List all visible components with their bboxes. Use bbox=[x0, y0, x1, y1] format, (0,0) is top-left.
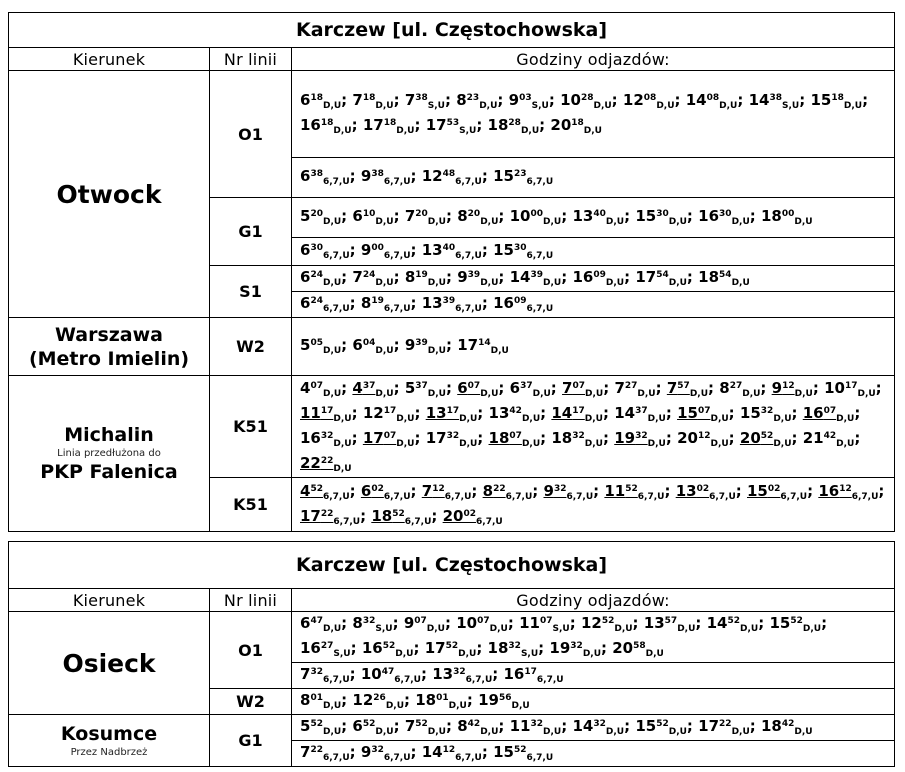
departure-time: $9^{00}_{6,7,U}$; bbox=[360, 241, 422, 261]
header-line: Nr linii bbox=[210, 48, 292, 71]
departure-time: $18^{32}_{D,U}$; bbox=[551, 428, 615, 449]
departure-time: $17^{22}_{D,U}$; bbox=[698, 717, 761, 737]
departure-time: $18^{42}_{D,U}$ bbox=[761, 717, 813, 737]
departure-time: $13^{17}_{D,U}$; bbox=[425, 403, 489, 424]
departure-time: $5^{52}_{D,U}$; bbox=[300, 717, 353, 737]
departure-time: $7^{57}_{D,U}$; bbox=[666, 378, 720, 399]
header-times: Godziny odjazdów: bbox=[292, 589, 895, 612]
times-cell bbox=[292, 689, 895, 715]
departure-time: $19^{32}_{D,U}$; bbox=[614, 428, 678, 449]
stop-title: Karczew [ul. Częstochowska] bbox=[9, 13, 895, 48]
departure-time: $5^{05}_{D,U}$; bbox=[300, 336, 353, 356]
departure-time: $4^{07}_{D,U}$; bbox=[300, 378, 353, 399]
departure-time: $10^{00}_{D,U}$; bbox=[509, 207, 573, 227]
departure-time: $12^{48}_{6,7,U}$; bbox=[421, 167, 494, 187]
departure-time: $18^{52}_{6,7,U}$; bbox=[371, 506, 443, 527]
departure-time: $16^{17}_{6,7,U}$ bbox=[503, 665, 564, 685]
departure-time: $19^{56}_{D,U}$ bbox=[478, 691, 530, 711]
direction-warszawa: Warszawa (Metro Imielin) bbox=[9, 318, 210, 376]
line-w2: W2 bbox=[210, 689, 292, 715]
line-o1: O1 bbox=[210, 71, 292, 198]
departure-time: $13^{39}_{6,7,U}$; bbox=[421, 294, 494, 314]
departure-time: $13^{42}_{D,U}$; bbox=[488, 403, 552, 424]
departure-time: $14^{32}_{D,U}$; bbox=[572, 717, 636, 737]
departure-time: $14^{17}_{D,U}$; bbox=[551, 403, 615, 424]
departure-time: $7^{52}_{D,U}$; bbox=[404, 717, 458, 737]
departure-time: $10^{28}_{D,U}$; bbox=[560, 91, 623, 111]
departure-time: $17^{52}_{D,U}$; bbox=[424, 639, 488, 659]
departure-time: $9^{07}_{D,U}$; bbox=[403, 614, 457, 634]
departure-time: $6^{18}_{D,U}$; bbox=[300, 91, 353, 111]
departure-time: $6^{24}_{6,7,U}$; bbox=[300, 294, 361, 314]
departure-time: $7^{32}_{6,7,U}$; bbox=[300, 665, 361, 685]
departure-time: $6^{04}_{D,U}$; bbox=[352, 336, 405, 356]
departure-time: $16^{09}_{6,7,U}$ bbox=[493, 294, 554, 314]
departure-time: $17^{32}_{D,U}$; bbox=[425, 428, 489, 449]
departure-time: $9^{32}_{6,7,U}$; bbox=[543, 481, 605, 502]
departure-time: $17^{53}_{S,U}$; bbox=[425, 116, 488, 136]
departure-time: $8^{19}_{D,U}$; bbox=[404, 268, 458, 288]
times-cell bbox=[292, 663, 895, 689]
times-cell bbox=[292, 292, 895, 318]
departure-time: $16^{07}_{D,U}$; bbox=[802, 403, 861, 424]
departure-time: $6^{24}_{D,U}$; bbox=[300, 268, 353, 288]
departure-time: $17^{22}_{6,7,U}$; bbox=[300, 506, 372, 527]
departure-time: $16^{18}_{D,U}$; bbox=[300, 116, 363, 136]
departure-time: $13^{57}_{D,U}$; bbox=[643, 614, 707, 634]
departure-time: $15^{02}_{6,7,U}$; bbox=[747, 481, 819, 502]
departure-time: $13^{32}_{6,7,U}$; bbox=[432, 665, 504, 685]
departure-time: $20^{58}_{D,U}$ bbox=[612, 639, 664, 659]
departure-time: $16^{32}_{D,U}$; bbox=[300, 428, 363, 449]
departure-time: $16^{12}_{6,7,U}$; bbox=[818, 481, 885, 502]
departure-time: $16^{27}_{S,U}$; bbox=[300, 639, 362, 659]
departure-time: $20^{12}_{D,U}$; bbox=[677, 428, 740, 449]
departure-time: $14^{38}_{S,U}$; bbox=[748, 91, 811, 111]
departure-time: $6^{52}_{D,U}$; bbox=[352, 717, 405, 737]
departure-time: $11^{32}_{D,U}$; bbox=[509, 717, 573, 737]
times-cell bbox=[292, 741, 895, 767]
departure-time: $17^{54}_{D,U}$; bbox=[635, 268, 699, 288]
departure-time: $14^{08}_{D,U}$; bbox=[685, 91, 749, 111]
departure-time: $4^{37}_{D,U}$; bbox=[352, 378, 405, 399]
line-s1: S1 bbox=[210, 266, 292, 318]
direction-kosumce: Kosumce Przez Nadbrzeż bbox=[9, 715, 210, 767]
departure-time: $18^{01}_{D,U}$; bbox=[415, 691, 479, 711]
departure-time: $7^{24}_{D,U}$; bbox=[352, 268, 405, 288]
departure-time: $15^{52}_{6,7,U}$ bbox=[493, 743, 554, 763]
times-cell bbox=[292, 715, 895, 741]
departure-time: $20^{02}_{6,7,U}$ bbox=[442, 506, 503, 527]
departure-time: $12^{52}_{D,U}$; bbox=[580, 614, 644, 634]
departure-time: $18^{00}_{D,U}$ bbox=[761, 207, 813, 227]
departure-time: $7^{12}_{6,7,U}$; bbox=[421, 481, 483, 502]
stop-title: Karczew [ul. Częstochowska] bbox=[9, 542, 895, 589]
departure-time: $18^{32}_{S,U}$; bbox=[487, 639, 550, 659]
times-cell bbox=[292, 376, 895, 478]
departure-time: $20^{52}_{D,U}$; bbox=[739, 428, 803, 449]
departure-time: $22^{22}_{D,U}$ bbox=[300, 453, 352, 474]
departure-time: $9^{12}_{D,U}$; bbox=[771, 378, 825, 399]
departure-time: $7^{22}_{6,7,U}$; bbox=[300, 743, 361, 763]
departure-time: $6^{30}_{6,7,U}$; bbox=[300, 241, 361, 261]
departure-time: $12^{17}_{D,U}$; bbox=[362, 403, 426, 424]
departure-time: $10^{47}_{6,7,U}$; bbox=[360, 665, 433, 685]
times-cell bbox=[292, 478, 895, 532]
times-cell bbox=[292, 158, 895, 198]
departure-time: $12^{26}_{D,U}$; bbox=[352, 691, 416, 711]
departure-time: $9^{03}_{S,U}$; bbox=[508, 91, 561, 111]
departure-time: $17^{18}_{D,U}$; bbox=[362, 116, 426, 136]
header-times: Godziny odjazdów: bbox=[292, 48, 895, 71]
line-o1: O1 bbox=[210, 612, 292, 689]
departure-time: $13^{40}_{6,7,U}$; bbox=[421, 241, 494, 261]
header-direction: Kierunek bbox=[9, 589, 210, 612]
departure-time: $15^{30}_{6,7,U}$ bbox=[493, 241, 554, 261]
departure-time: $15^{52}_{D,U}$; bbox=[769, 614, 828, 634]
departure-time: $15^{18}_{D,U}$; bbox=[810, 91, 869, 111]
departure-time: $9^{32}_{6,7,U}$; bbox=[360, 743, 422, 763]
departure-time: $15^{32}_{D,U}$; bbox=[739, 403, 803, 424]
departure-time: $9^{39}_{D,U}$; bbox=[457, 268, 510, 288]
times-cell bbox=[292, 198, 895, 238]
line-g1: G1 bbox=[210, 715, 292, 767]
times-cell bbox=[292, 612, 895, 663]
departure-time: $6^{38}_{6,7,U}$; bbox=[300, 167, 361, 187]
departure-time: $8^{19}_{6,7,U}$; bbox=[360, 294, 422, 314]
departure-time: $13^{02}_{6,7,U}$; bbox=[675, 481, 747, 502]
departure-time: $8^{20}_{D,U}$; bbox=[457, 207, 510, 227]
times-cell bbox=[292, 71, 895, 158]
line-w2: W2 bbox=[210, 318, 292, 376]
departure-time: $15^{07}_{D,U}$; bbox=[677, 403, 740, 424]
line-k51: K51 bbox=[210, 376, 292, 478]
departure-time: $18^{54}_{D,U}$ bbox=[698, 268, 750, 288]
times-cell bbox=[292, 318, 895, 376]
timetable-section-1 bbox=[8, 12, 895, 532]
departure-time: $6^{02}_{6,7,U}$; bbox=[360, 481, 422, 502]
line-k51: K51 bbox=[210, 478, 292, 532]
departure-time: $8^{01}_{D,U}$; bbox=[300, 691, 353, 711]
departure-time: $10^{17}_{D,U}$; bbox=[824, 378, 882, 399]
direction-osieck: Osieck bbox=[9, 612, 210, 715]
departure-time: $18^{07}_{D,U}$; bbox=[488, 428, 552, 449]
departure-time: $19^{32}_{D,U}$; bbox=[549, 639, 613, 659]
times-cell bbox=[292, 238, 895, 266]
departure-time: $7^{07}_{D,U}$; bbox=[562, 378, 615, 399]
departure-time: $4^{52}_{6,7,U}$; bbox=[300, 481, 361, 502]
times-cell bbox=[292, 266, 895, 292]
header-line: Nr linii bbox=[210, 589, 292, 612]
line-g1: G1 bbox=[210, 198, 292, 266]
departure-time: $6^{07}_{D,U}$; bbox=[457, 378, 510, 399]
departure-time: $9^{38}_{6,7,U}$; bbox=[360, 167, 422, 187]
departure-time: $6^{37}_{D,U}$; bbox=[509, 378, 563, 399]
timetable-section-2 bbox=[8, 541, 895, 767]
departure-time: $8^{22}_{6,7,U}$; bbox=[482, 481, 544, 502]
departure-time: $7^{18}_{D,U}$; bbox=[352, 91, 405, 111]
departure-time: $14^{52}_{D,U}$; bbox=[706, 614, 770, 634]
departure-time: $8^{42}_{D,U}$; bbox=[457, 717, 510, 737]
departure-time: $11^{07}_{S,U}$; bbox=[519, 614, 581, 634]
departure-time: $13^{40}_{D,U}$; bbox=[572, 207, 636, 227]
departure-time: $21^{42}_{D,U}$; bbox=[802, 428, 861, 449]
departure-time: $7^{38}_{S,U}$; bbox=[404, 91, 457, 111]
departure-time: $14^{37}_{D,U}$; bbox=[614, 403, 678, 424]
departure-time: $11^{17}_{D,U}$; bbox=[300, 403, 363, 424]
departure-time: $8^{23}_{D,U}$; bbox=[456, 91, 509, 111]
departure-time: $5^{20}_{D,U}$; bbox=[300, 207, 353, 227]
departure-time: $15^{30}_{D,U}$; bbox=[635, 207, 699, 227]
departure-time: $8^{32}_{S,U}$; bbox=[352, 614, 404, 634]
departure-time: $16^{09}_{D,U}$; bbox=[572, 268, 636, 288]
direction-michalin: Michalin Linia przedłużona do PKP Falenica bbox=[9, 376, 210, 532]
departure-time: $15^{23}_{6,7,U}$ bbox=[493, 167, 554, 187]
departure-time: $17^{14}_{D,U}$ bbox=[457, 336, 509, 356]
departure-time: $6^{10}_{D,U}$; bbox=[352, 207, 405, 227]
departure-time: $14^{39}_{D,U}$; bbox=[509, 268, 573, 288]
header-direction: Kierunek bbox=[9, 48, 210, 71]
departure-time: $15^{52}_{D,U}$; bbox=[635, 717, 699, 737]
departure-time: $7^{20}_{D,U}$; bbox=[404, 207, 458, 227]
departure-time: $6^{47}_{D,U}$; bbox=[300, 614, 353, 634]
departure-time: $7^{27}_{D,U}$; bbox=[614, 378, 667, 399]
departure-time: $18^{28}_{D,U}$; bbox=[487, 116, 551, 136]
departure-time: $8^{27}_{D,U}$; bbox=[719, 378, 772, 399]
departure-time: $11^{52}_{6,7,U}$; bbox=[604, 481, 676, 502]
departure-time: $20^{18}_{D,U}$ bbox=[550, 116, 602, 136]
direction-otwock: Otwock bbox=[9, 71, 210, 318]
departure-time: $17^{07}_{D,U}$; bbox=[362, 428, 426, 449]
departure-time: $16^{52}_{D,U}$; bbox=[361, 639, 425, 659]
departure-time: $14^{12}_{6,7,U}$; bbox=[421, 743, 494, 763]
departure-time: $10^{07}_{D,U}$; bbox=[456, 614, 520, 634]
departure-time: $5^{37}_{D,U}$; bbox=[404, 378, 458, 399]
departure-time: $16^{30}_{D,U}$; bbox=[698, 207, 761, 227]
departure-time: $9^{39}_{D,U}$; bbox=[404, 336, 458, 356]
departure-time: $12^{08}_{D,U}$; bbox=[622, 91, 686, 111]
